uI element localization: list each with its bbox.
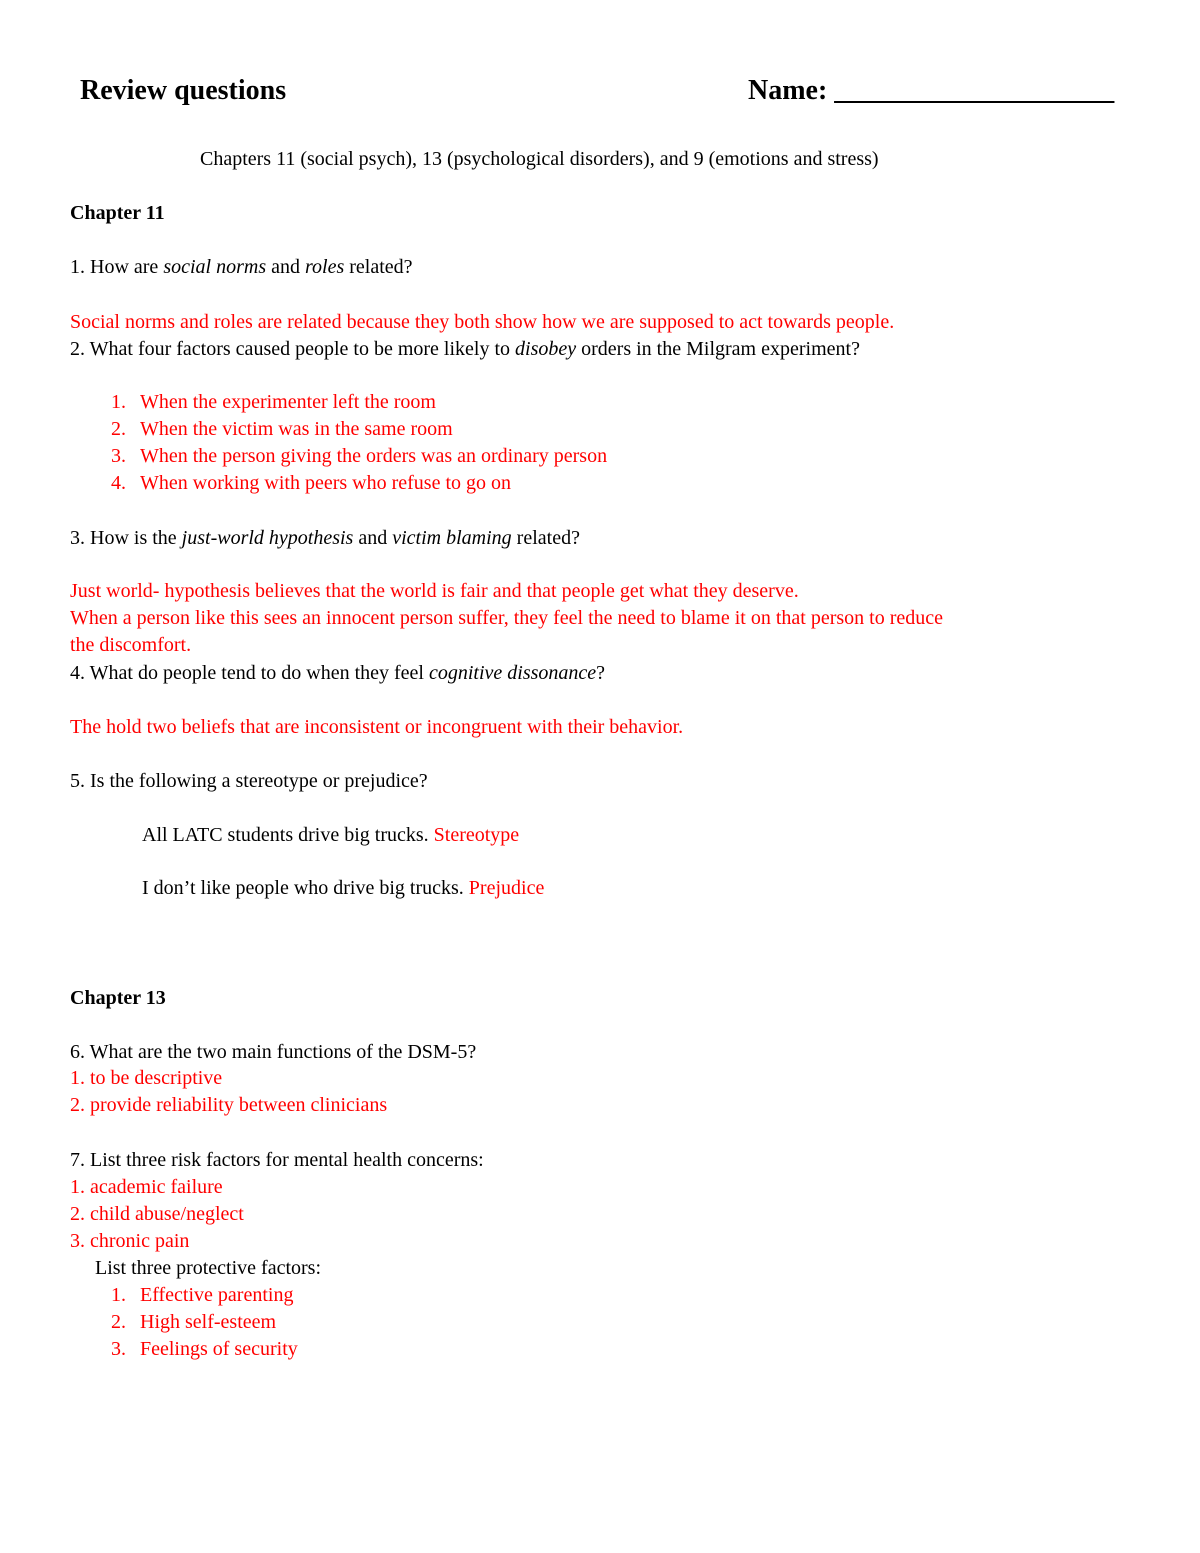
answer-3-line: Just world- hypothesis believes that the world is fair and that people get what they deserve. bbox=[70, 580, 799, 602]
answer-5b: Prejudice bbox=[468, 877, 545, 899]
answer-6-line: 2. provide reliability between clinicians bbox=[70, 1094, 388, 1116]
answer-2-item: 4. When working with peers who refuse to go on bbox=[111, 472, 512, 494]
answer-5a: Stereotype bbox=[433, 824, 520, 846]
answer-7b-item: 3. Feelings of security bbox=[111, 1338, 298, 1360]
answer-2-item: 3. When the person giving the orders was an ordinary person bbox=[111, 445, 608, 467]
answer-2-item: 1. When the experimenter left the room bbox=[111, 391, 436, 413]
name-field[interactable] bbox=[748, 75, 1114, 107]
question-5: 5. Is the following a stereotype or prejudice? bbox=[70, 770, 428, 792]
answer-7-line: 2. child abuse/neglect bbox=[70, 1203, 244, 1225]
subtitle: Chapters 11 (social psych), 13 (psychological disorders), and 9 (emotions and stress) bbox=[200, 148, 879, 170]
question-4: 4. What do people tend to do when they feel cognitive dissonance? bbox=[70, 662, 606, 684]
chapter-11-heading: Chapter 11 bbox=[70, 202, 165, 224]
statement-5a: All LATC students drive big trucks. Stereotype bbox=[142, 824, 520, 846]
statement-5b: I don’t like people who drive big trucks. Prejudice bbox=[142, 877, 545, 899]
document-title: Review questions bbox=[80, 75, 287, 106]
answer-2-item: 2. When the victim was in the same room bbox=[111, 418, 453, 440]
question-1: 1. How are social norms and roles related? bbox=[70, 256, 413, 278]
answer-7-line: 1. academic failure bbox=[70, 1176, 223, 1198]
chapter-13-heading: Chapter 13 bbox=[70, 987, 166, 1009]
answer-3-line: the discomfort. bbox=[70, 634, 192, 656]
name-blank: ____________________ bbox=[834, 75, 1115, 106]
question-3: 3. How is the just-world hypothesis and victim blaming related? bbox=[70, 527, 580, 549]
answer-7b-item: 1. Effective parenting bbox=[111, 1284, 294, 1306]
answer-3-line: When a person like this sees an innocent person suffer, they feel the need to blame it on that person to reduce bbox=[70, 607, 943, 629]
name-label: Name: bbox=[748, 75, 828, 106]
question-7: 7. List three risk factors for mental health concerns: bbox=[70, 1149, 484, 1171]
answer-7-line: 3. chronic pain bbox=[70, 1230, 190, 1252]
answer-6-line: 1. to be descriptive bbox=[70, 1067, 223, 1089]
question-2: 2. What four factors caused people to be more likely to disobey orders in the Milgram experiment? bbox=[70, 338, 860, 360]
answer-1: Social norms and roles are related because they both show how we are supposed to act towards people. bbox=[70, 311, 895, 333]
question-6: 6. What are the two main functions of the DSM-5? bbox=[70, 1041, 477, 1063]
question-7b: List three protective factors: bbox=[95, 1257, 322, 1279]
answer-7b-item: 2. High self-esteem bbox=[111, 1311, 277, 1333]
answer-4: The hold two beliefs that are inconsistent or incongruent with their behavior. bbox=[70, 716, 684, 738]
